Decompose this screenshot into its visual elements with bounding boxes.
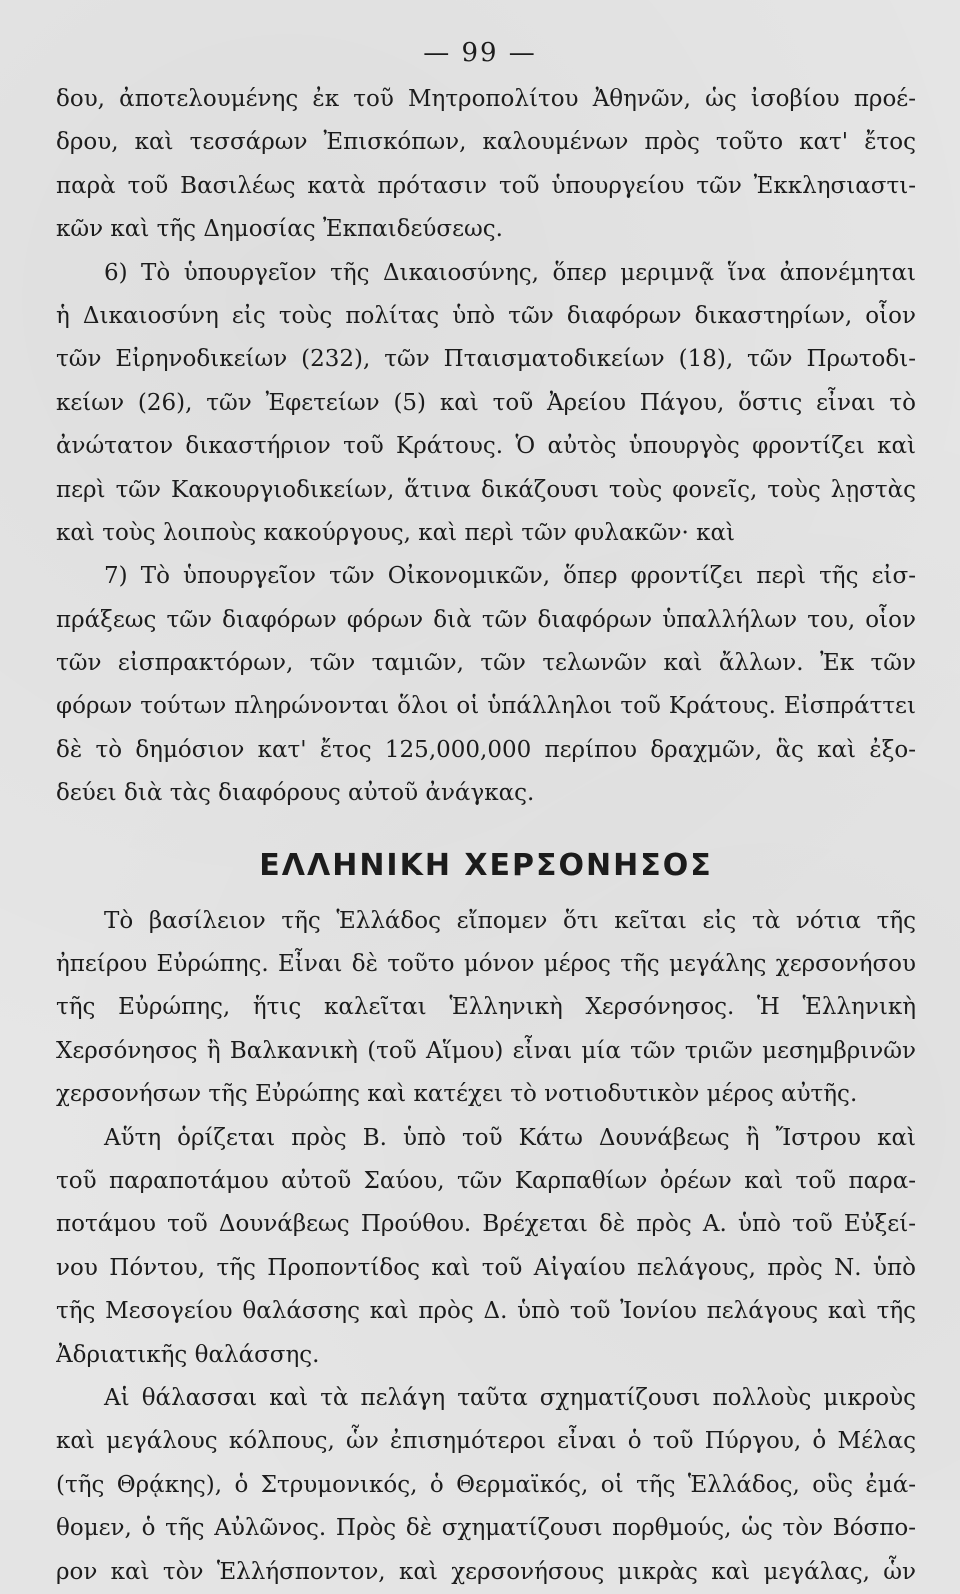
text-line: 6) Τὸ ὑπουργεῖον τῆς Δικαιοσύνης, ὅπερ μεριμνᾷ ἵνα ἀπονέμηται	[104, 259, 916, 286]
text-line: ἡ Δικαιοσύνη εἰς τοὺς πολίτας ὑπὸ τῶν διαφόρων δικαστηρίων, οἷον	[56, 302, 916, 329]
text-line: (τῆς Θρᾴκης), ὁ Στρυμονικός, ὁ Θερμαϊκός, οἱ τῆς Ἑλλάδος, οὓς ἐμά-	[56, 1471, 916, 1498]
text-line: κῶν καὶ τῆς Δημοσίας Ἐκπαιδεύσεως.	[56, 216, 503, 243]
text-line: Αἱ θάλασσαι καὶ τὰ πελάγη ταῦτα σχηματίζουσι πολλοὺς μικροὺς	[104, 1384, 916, 1411]
text-line: τῶν εἰσπρακτόρων, τῶν ταμιῶν, τῶν τελωνῶν καὶ ἄλλων. Ἐκ τῶν	[56, 650, 916, 677]
text-line: φόρων τούτων πληρώνονται ὅλοι οἱ ὑπάλληλοι τοῦ Κράτους. Εἰσπράττει	[56, 693, 916, 720]
section-heading: ΕΛΛΗΝΙΚΗ ΧΕΡΣΟΝΗΣΟΣ	[259, 847, 713, 883]
section-ministries	[56, 78, 916, 816]
page-body	[56, 78, 916, 1594]
text-line: ποτάμου τοῦ Δουνάβεως Προύθου. Βρέχεται δὲ πρὸς Α. ὑπὸ τοῦ Εὐξεί-	[56, 1211, 916, 1238]
text-line: περὶ τῶν Κακουργιοδικείων, ἅτινα δικάζουσι τοὺς φονεῖς, τοὺς λῃστὰς	[56, 476, 916, 503]
text-line: ρον καὶ τὸν Ἑλλήσποντον, καὶ χερσονήσους μικρὰς καὶ μεγάλας, ὧν	[56, 1558, 916, 1585]
text-line: τῆς Μεσογείου θαλάσσης καὶ πρὸς Δ. ὑπὸ τοῦ Ἰονίου πελάγους καὶ τῆς	[56, 1298, 916, 1325]
text-line: παρὰ τοῦ Βασιλέως κατὰ πρότασιν τοῦ ὑπουργείου τῶν Ἐκκλησιαστι-	[56, 172, 916, 199]
section-peninsula	[56, 900, 916, 1594]
text-line: ἠπείρου Εὐρώπης. Εἶναι δὲ τοῦτο μόνον μέρος τῆς μεγάλης χερσονήσου	[56, 951, 916, 978]
text-line: τοῦ παραποτάμου αὐτοῦ Σαύου, τῶν Καρπαθίων ὀρέων καὶ τοῦ παρα-	[56, 1167, 916, 1194]
text-line: 7) Τὸ ὑπουργεῖον τῶν Οἰκονομικῶν, ὅπερ φροντίζει περὶ τῆς εἰσ-	[104, 563, 916, 590]
text-line: δρου, καὶ τεσσάρων Ἐπισκόπων, καλουμένων πρὸς τοῦτο κατ' ἔτος	[56, 129, 916, 156]
page-header	[0, 38, 960, 68]
text-line: δὲ τὸ δημόσιον κατ' ἔτος 125,000,000 περίπου δραχμῶν, ἃς καὶ ἐξο-	[56, 736, 916, 763]
text-line: Ἀδριατικῆς θαλάσσης.	[56, 1341, 320, 1368]
text-line: δεύει διὰ τὰς διαφόρους αὐτοῦ ἀνάγκας.	[56, 780, 535, 807]
text-line: καὶ τοὺς λοιποὺς κακούργους, καὶ περὶ τῶν φυλακῶν· καὶ	[56, 519, 736, 546]
text-line: πράξεως τῶν διαφόρων φόρων διὰ τῶν διαφόρων ὑπαλλήλων του, οἷον	[56, 606, 916, 633]
page-number: — 99 —	[423, 38, 537, 68]
text-line: ἀνώτατον δικαστήριον τοῦ Κράτους. Ὁ αὐτὸς ὑπουργὸς φροντίζει καὶ	[56, 433, 916, 460]
text-line: Χερσόνησος ἢ Βαλκανικὴ (τοῦ Αἵμου) εἶναι μία τῶν τριῶν μεσημβρινῶν	[56, 1037, 916, 1064]
text-line: τῶν Εἰρηνοδικείων (232), τῶν Πταισματοδικείων (18), τῶν Πρωτοδι-	[56, 346, 916, 373]
text-line: δου, ἀποτελουμένης ἐκ τοῦ Μητροπολίτου Ἀθηνῶν, ὡς ἰσοβίου προέ-	[56, 86, 916, 112]
text-line: τῆς Εὐρώπης, ἥτις καλεῖται Ἑλληνικὴ Χερσόνησος. Ἡ Ἑλληνικὴ	[56, 994, 916, 1021]
text-line: Αὕτη ὁρίζεται πρὸς Β. ὑπὸ τοῦ Κάτω Δουνάβεως ἢ Ἴστρου καὶ	[104, 1124, 916, 1151]
text-line: κείων (26), τῶν Ἐφετείων (5) καὶ τοῦ Ἀρείου Πάγου, ὅστις εἶναι τὸ	[56, 389, 916, 416]
text-line: θομεν, ὁ τῆς Αὐλῶνος. Πρὸς δὲ σχηματίζουσι πορθμούς, ὡς τὸν Βόσπο-	[56, 1515, 916, 1542]
text-line: χερσονήσων τῆς Εὐρώπης καὶ κατέχει τὸ νοτιοδυτικὸν μέρος αὐτῆς.	[56, 1081, 858, 1108]
text-line: Τὸ βασίλειον τῆς Ἑλλάδος εἴπομεν ὅτι κεῖται εἰς τὰ νότια τῆς	[104, 907, 916, 934]
text-line: καὶ μεγάλους κόλπους, ὧν ἐπισημότεροι εἶναι ὁ τοῦ Πύργου, ὁ Μέλας	[56, 1428, 916, 1455]
text-line: νου Πόντου, τῆς Προποντίδος καὶ τοῦ Αἰγαίου πελάγους, πρὸς Ν. ὑπὸ	[56, 1254, 916, 1281]
